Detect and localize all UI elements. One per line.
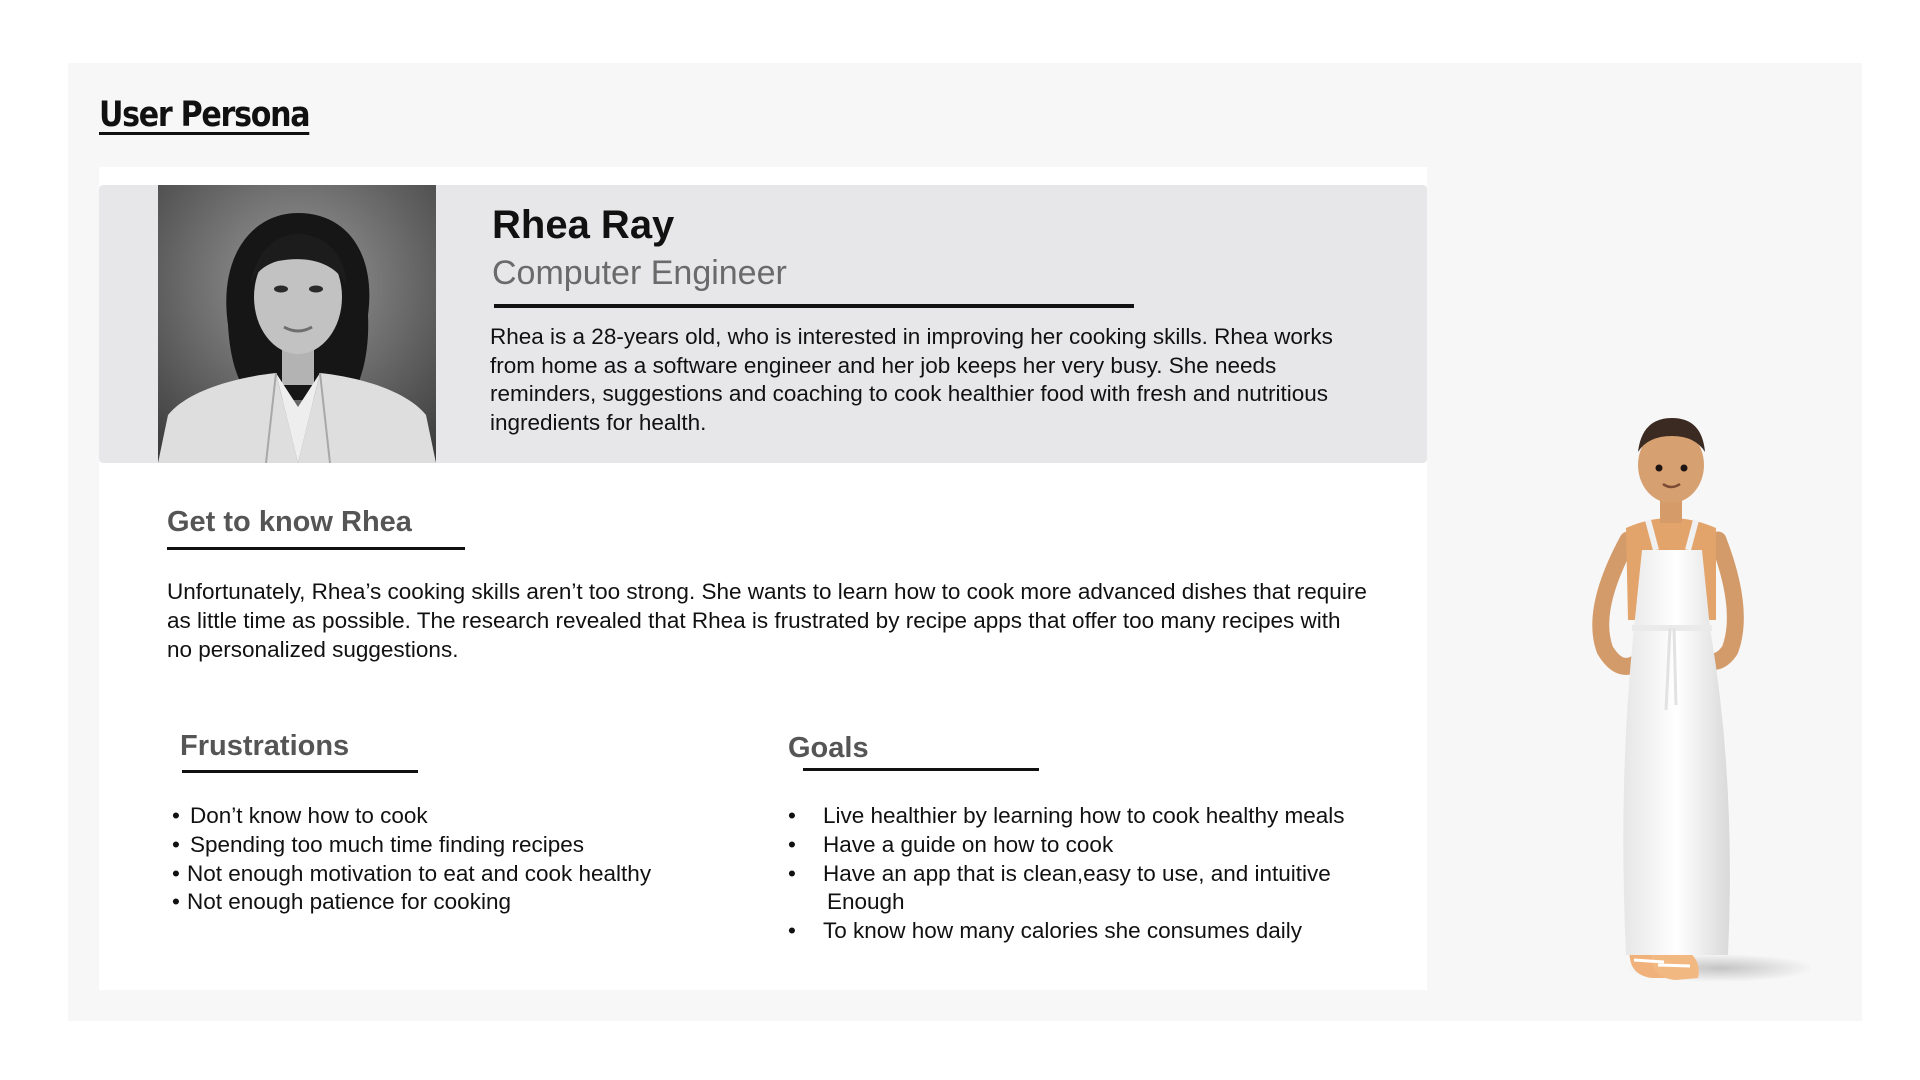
- goal-text: To know how many calories she consumes daily: [823, 918, 1302, 944]
- frustration-text: Don’t know how to cook: [190, 803, 428, 828]
- frustration-text: Not enough motivation to eat and cook healthy: [187, 860, 652, 886]
- list-item: [172, 860, 651, 889]
- list-item: [788, 860, 1345, 889]
- frustration-text: Not enough patience for cooking: [187, 889, 511, 915]
- frustrations-divider: [182, 770, 418, 773]
- goals-divider: [803, 768, 1039, 771]
- about-title: Get to know Rhea: [167, 506, 412, 538]
- persona-bio: Rhea is a 28-years old, who is interested in improving her cooking skills. Rhea works from home as a software engineer and her job keeps her very busy. She needs reminders, suggestions and coaching to cook healthier food with fresh and nutritious ingredients for health.: [490, 324, 1333, 435]
- bullet: •: [172, 860, 180, 886]
- bullet: •: [172, 889, 180, 915]
- bullet: •: [172, 803, 180, 828]
- about-divider: [167, 547, 465, 550]
- bullet: •: [788, 831, 796, 857]
- frustration-text: Spending too much time finding recipes: [190, 831, 584, 857]
- goals-list: [788, 802, 1345, 946]
- bullet: •: [172, 831, 180, 857]
- goal-text: Live healthier by learning how to cook healthy meals: [823, 803, 1345, 828]
- chef-illustration: [1530, 400, 1810, 1000]
- bullet: •: [788, 860, 796, 886]
- about-text: Unfortunately, Rhea’s cooking skills aren’t too strong. She wants to learn how to cook more advanced dishes that require as little time as possible. The research revealed that Rhea is frustrated by recipe apps that offer too many recipes with no personalized suggestions.: [167, 579, 1367, 662]
- frustrations-title: Frustrations: [180, 730, 350, 762]
- frustrations-list: [172, 802, 651, 917]
- list-item: [788, 917, 1345, 946]
- list-item-continuation: [788, 888, 1345, 917]
- persona-role: Computer Engineer: [492, 254, 787, 292]
- list-item: [172, 831, 651, 860]
- goal-text: Have an app that is clean,easy to use, and intuitive: [823, 860, 1331, 886]
- header-divider: [494, 304, 1134, 308]
- persona-name: Rhea Ray: [492, 203, 675, 247]
- goals-title: Goals: [788, 732, 869, 764]
- chef-character-icon: [1530, 400, 1810, 1000]
- persona-photo: [158, 185, 436, 463]
- list-item: [172, 888, 651, 917]
- bullet: •: [788, 918, 796, 944]
- goal-text: Have a guide on how to cook: [823, 831, 1114, 857]
- list-item: [788, 831, 1345, 860]
- portrait-photo-image: [158, 185, 436, 463]
- list-item: [788, 802, 1345, 831]
- page-title: User Persona: [99, 95, 310, 135]
- list-item: [172, 802, 651, 831]
- bullet: •: [788, 803, 796, 828]
- goal-text-continuation: Enough: [827, 889, 905, 915]
